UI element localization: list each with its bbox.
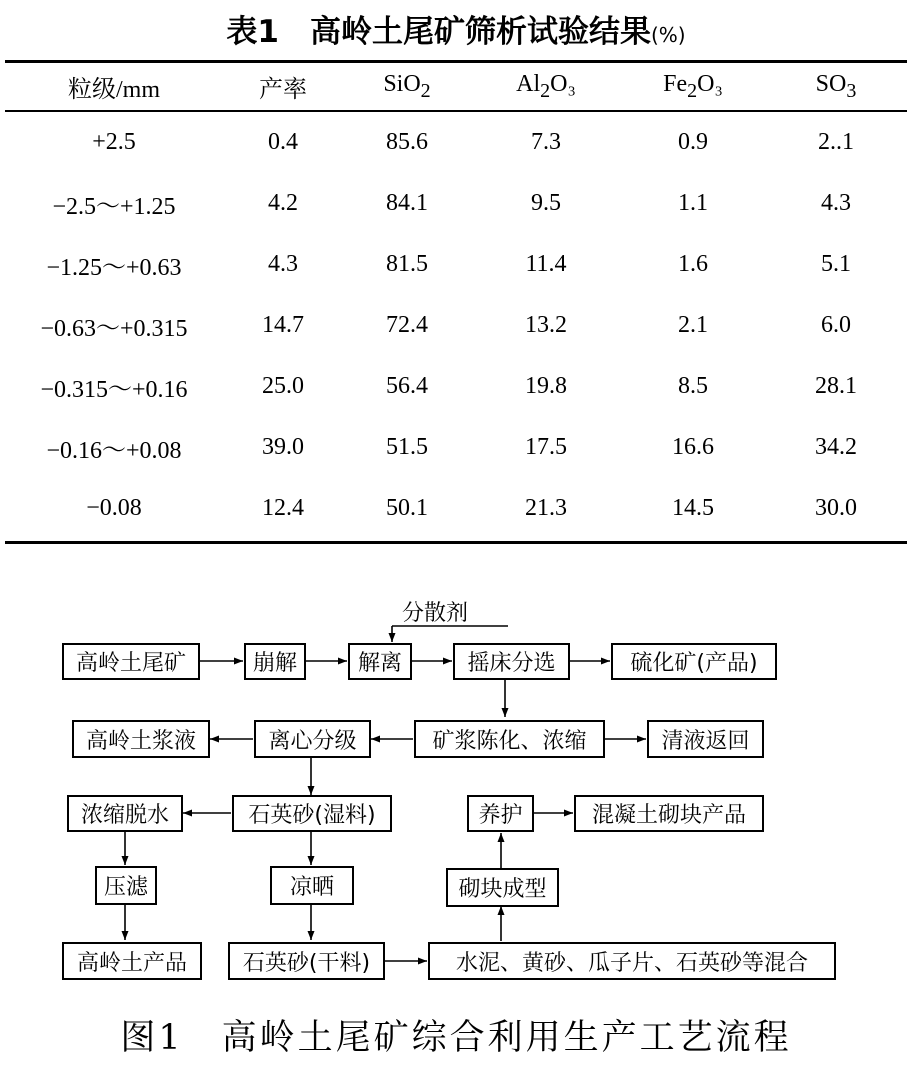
cell: 72.4 [386, 312, 428, 338]
cell: 28.1 [815, 373, 857, 399]
cell: 39.0 [262, 434, 304, 460]
cell: 14.7 [262, 312, 304, 338]
cell: 12.4 [262, 495, 304, 521]
cell: −0.63～+0.315 [40, 316, 188, 342]
box-press: 压滤 [95, 866, 157, 905]
cell: 34.2 [815, 434, 857, 460]
header-fe2o3: $Fe_2O_3$ [663, 70, 723, 102]
cell: 84.1 [386, 190, 428, 216]
box-pulp-aging: 矿浆陈化、浓缩 [414, 720, 605, 758]
cell: 0.9 [678, 129, 708, 155]
box-block-forming: 砌块成型 [446, 868, 559, 907]
cell: 81.5 [386, 251, 428, 277]
header-size: 粒级/mm [67, 77, 160, 103]
box-sulfide-product: 硫化矿(产品) [611, 643, 777, 680]
cell: 14.5 [672, 495, 714, 521]
box-quartz-dry: 石英砂(干料) [228, 942, 385, 980]
cell: 5.1 [821, 251, 851, 277]
cell: 8.5 [678, 373, 708, 399]
header-so3: $SO_3$ [815, 70, 857, 102]
box-quartz-wet: 石英砂(湿料) [232, 795, 392, 832]
cell: −2.5～+1.25 [52, 194, 176, 220]
cell: 19.8 [525, 373, 567, 399]
header-sio2: SiO$_2$ [383, 70, 431, 102]
table-title-text: 表1 高岭土尾矿筛析试验结果 [226, 14, 651, 50]
cell: 21.3 [525, 495, 567, 521]
cell: 6.0 [821, 312, 851, 338]
box-shaking-table: 摇床分选 [453, 643, 570, 680]
cell: 30.0 [815, 495, 857, 521]
cell: 50.1 [386, 495, 428, 521]
cell: 4.3 [268, 251, 298, 277]
box-thicken: 浓缩脱水 [67, 795, 183, 832]
cell: 1.1 [678, 190, 708, 216]
cell: 2..1 [818, 129, 854, 155]
cell: 16.6 [672, 434, 714, 460]
header-al2o3: $Al_2O_3$ [516, 70, 576, 102]
cell: 7.3 [531, 129, 561, 155]
header-yield: 产率 [259, 77, 307, 103]
box-kaolin-slurry: 高岭土浆液 [72, 720, 210, 758]
cell: 25.0 [262, 373, 304, 399]
cell: 85.6 [386, 129, 428, 155]
cell: 56.4 [386, 373, 428, 399]
box-kaolin-product: 高岭土产品 [62, 942, 202, 980]
box-mixing: 水泥、黄砂、瓜子片、石英砂等混合 [428, 942, 836, 980]
cell: 51.5 [386, 434, 428, 460]
box-centrifuge: 离心分级 [254, 720, 371, 758]
box-curing: 养护 [467, 795, 534, 832]
dispersant-label: 分散剂 [402, 601, 469, 626]
cell: −0.16～+0.08 [46, 438, 182, 464]
cell: 11.4 [525, 251, 567, 277]
box-clear-liquid: 清液返回 [647, 720, 764, 758]
cell: −1.25～+0.63 [46, 255, 182, 281]
cell: 2.1 [678, 312, 708, 338]
box-disintegrate: 崩解 [244, 643, 306, 680]
cell: 9.5 [531, 190, 561, 216]
table-title-unit: (%) [650, 23, 686, 47]
box-dissociate: 解离 [348, 643, 412, 680]
cell: 4.2 [268, 190, 298, 216]
cell: 17.5 [525, 434, 567, 460]
cell: 13.2 [525, 312, 567, 338]
figure-caption: 图1 高岭土尾矿综合利用生产工艺流程 [120, 1018, 792, 1058]
cell: −0.315～+0.16 [40, 377, 188, 403]
cell: +2.5 [92, 129, 136, 155]
cell: 0.4 [268, 129, 298, 155]
box-tailings: 高岭土尾矿 [62, 643, 200, 680]
box-block-product: 混凝土砌块产品 [574, 795, 764, 832]
box-drying: 凉晒 [270, 866, 354, 905]
cell: 4.3 [821, 190, 851, 216]
cell: −0.08 [86, 495, 142, 521]
cell: 1.6 [678, 251, 708, 277]
